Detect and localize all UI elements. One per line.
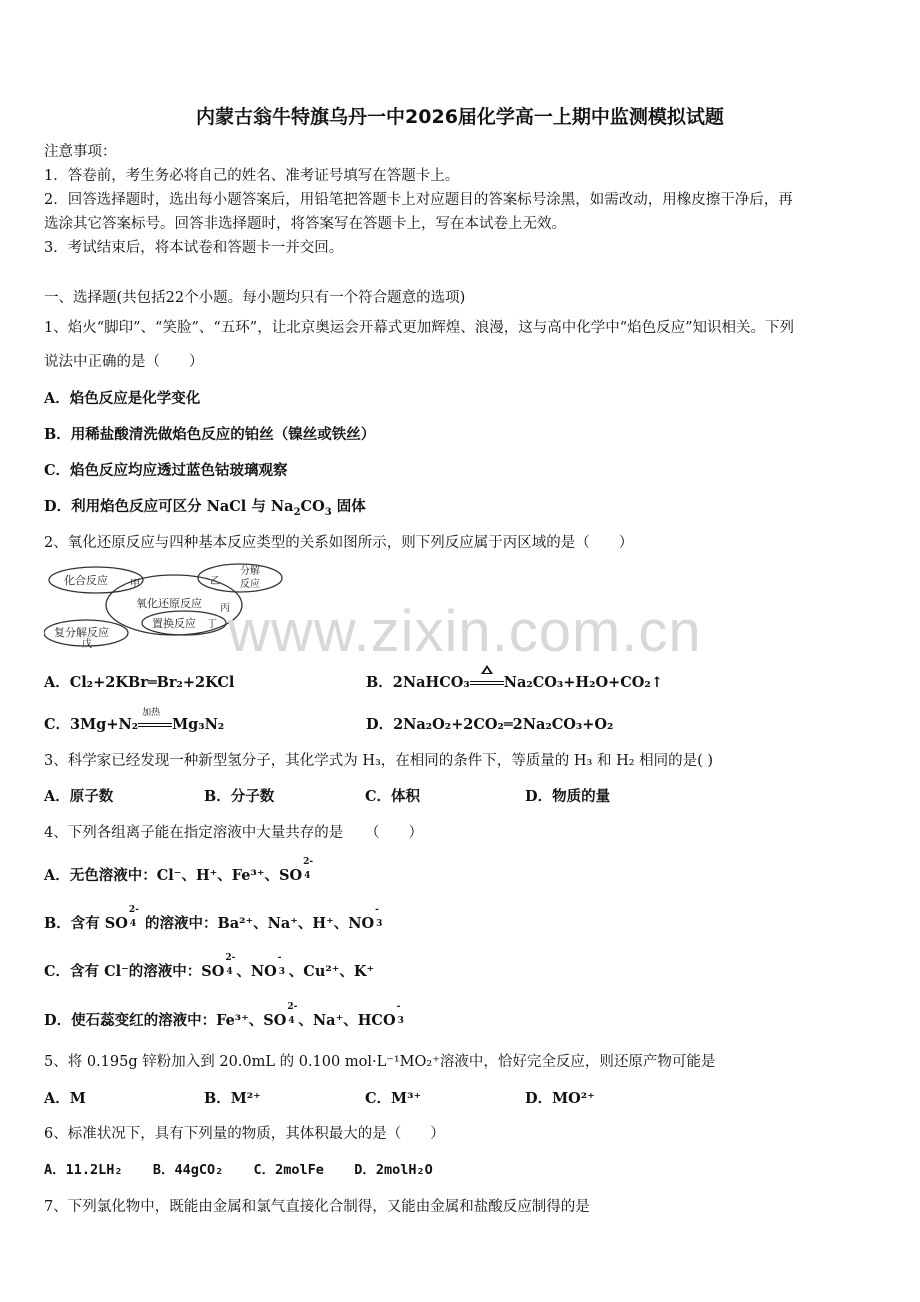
label-bing: 丙 xyxy=(220,603,230,614)
question-1-stem-cont: 说法中正确的是（ ） xyxy=(44,354,204,370)
question-6-stem: 6、标准状况下，具有下列量的物质，其体积最大的是（ ） xyxy=(44,1126,445,1142)
watermark: www.zixin.com.cn xyxy=(228,599,702,664)
notice-item: 2．回答选择题时，选出每小题答案后，用铅笔把答题卡上对应题目的答案标号涂黑，如需改动，用橡皮擦干净后，再 xyxy=(44,192,793,208)
question-2-stem: 2、氧化还原反应与四种基本反应类型的关系如图所示，则下列反应属于丙区域的是（ ） xyxy=(44,535,634,551)
question-1-stem: 1、焰火“脚印”、“笑脸”、“五环”，让北京奥运会开幕式更加辉煌、浪漫，这与高中化学中“焰色反应”知识相关。下列 xyxy=(44,320,795,336)
q6-option-c: C．2molFe xyxy=(253,1162,324,1178)
label-displacement: 置换反应 xyxy=(152,617,196,630)
label-yi: 乙 xyxy=(210,576,220,587)
q1-option-a: A．焰色反应是化学变化 xyxy=(44,390,201,407)
notice-heading: 注意事项： xyxy=(44,144,117,160)
label-decomp-2: 反应 xyxy=(240,579,260,590)
q4-option-d: D．使石蕊变红的溶液中：Fe³⁺、SO 2- 4 、Na⁺、HCO - 3 xyxy=(44,1002,404,1029)
heat-triangle-icon xyxy=(470,673,504,687)
q5-option-b: B．M²⁺ xyxy=(204,1090,261,1107)
q1-option-b: B．用稀盐酸清洗做焰色反应的铂丝（镍丝或铁丝） xyxy=(44,426,376,443)
label-metathesis: 复分解反应 xyxy=(54,626,109,639)
q3-option-b: B．分子数 xyxy=(204,788,275,805)
q6-option-b: B．44gCO₂ xyxy=(152,1162,224,1178)
label-redox: 氧化还原反应 xyxy=(136,597,202,610)
question-5-stem: 5、将 0.195g 锌粉加入到 20.0mL 的 0.100 mol·L⁻¹MO₂⁺溶液中，恰好完全反应，则还原产物可能是 xyxy=(44,1054,716,1070)
label-decomp-1: 分解 xyxy=(240,566,260,577)
label-ding: 丁 xyxy=(207,619,217,630)
q5-option-d: D．MO²⁺ xyxy=(525,1090,595,1107)
q3-option-d: D．物质的量 xyxy=(525,788,611,805)
q4-option-a: A．无色溶液中：Cl⁻、H⁺、Fe³⁺、SO 2- 4 xyxy=(44,857,314,884)
page-title: 内蒙古翁牛特旗乌丹一中2026届化学高一上期中监测模拟试题 xyxy=(196,106,724,128)
label-jia: 甲 xyxy=(130,579,140,590)
question-4-stem: 4、下列各组离子能在指定溶液中大量共存的是 （ ） xyxy=(44,825,423,841)
q3-option-c: C．体积 xyxy=(365,788,421,805)
q3-option-a: A．原子数 xyxy=(44,788,114,805)
q5-option-c: C．M³⁺ xyxy=(365,1090,422,1107)
q5-option-a: A．M xyxy=(44,1090,86,1107)
question-3-stem: 3、科学家已经发现一种新型氢分子，其化学式为 H₃，在相同的条件下，等质量的 H₃ 和 H₂ 相同的是( ) xyxy=(44,753,714,769)
q2-option-c: C．3Mg+N₂ 加热 Mg₃N₂ xyxy=(44,708,225,733)
label-wu: 戊 xyxy=(82,639,92,650)
q2-option-b: B．2NaHCO₃ Na₂CO₃+H₂O+CO₂↑ xyxy=(366,671,663,692)
section-heading: 一、选择题(共包括22个小题。每小题均只有一个符合题意的选项) xyxy=(44,290,466,306)
q4-option-c: C．含有 Cl⁻的溶液中：SO 2- 4 、NO - 3 、Cu²⁺、K⁺ xyxy=(44,953,375,980)
q6-options xyxy=(44,1158,433,1178)
q2-option-a: A．Cl₂+2KBr═Br₂+2KCl xyxy=(44,674,235,691)
heating-arrow: 加热 xyxy=(138,715,172,729)
q1-option-c: C．焰色反应均应透过蓝色钴玻璃观察 xyxy=(44,462,288,479)
q6-option-d: D．2molH₂O xyxy=(354,1162,433,1178)
q2-option-d: D．2Na₂O₂+2CO₂═2Na₂CO₃+O₂ xyxy=(366,716,614,733)
q1-option-d: D．利用焰色反应可区分 NaCl 与 $Na_2CO_3$ 固体 xyxy=(44,498,366,518)
q4-option-b: B．含有 SO 2- 4 的溶液中：Ba²⁺、Na⁺、H⁺、NO - 3 xyxy=(44,905,383,932)
notice-item: 3．考试结束后，将本试卷和答题卡一并交回。 xyxy=(44,240,344,256)
label-combination: 化合反应 xyxy=(64,574,108,587)
question-7-stem: 7、下列氯化物中，既能由金属和氯气直接化合制得，又能由金属和盐酸反应制得的是 xyxy=(44,1199,590,1215)
notice-item: 选涂其它答案标号。回答非选择题时，将答案写在答题卡上，写在本试卷上无效。 xyxy=(44,216,566,232)
q6-option-a: A．11.2LH₂ xyxy=(44,1162,123,1178)
notice-item: 1．答卷前，考生务必将自己的姓名、准考证号填写在答题卡上。 xyxy=(44,168,460,184)
